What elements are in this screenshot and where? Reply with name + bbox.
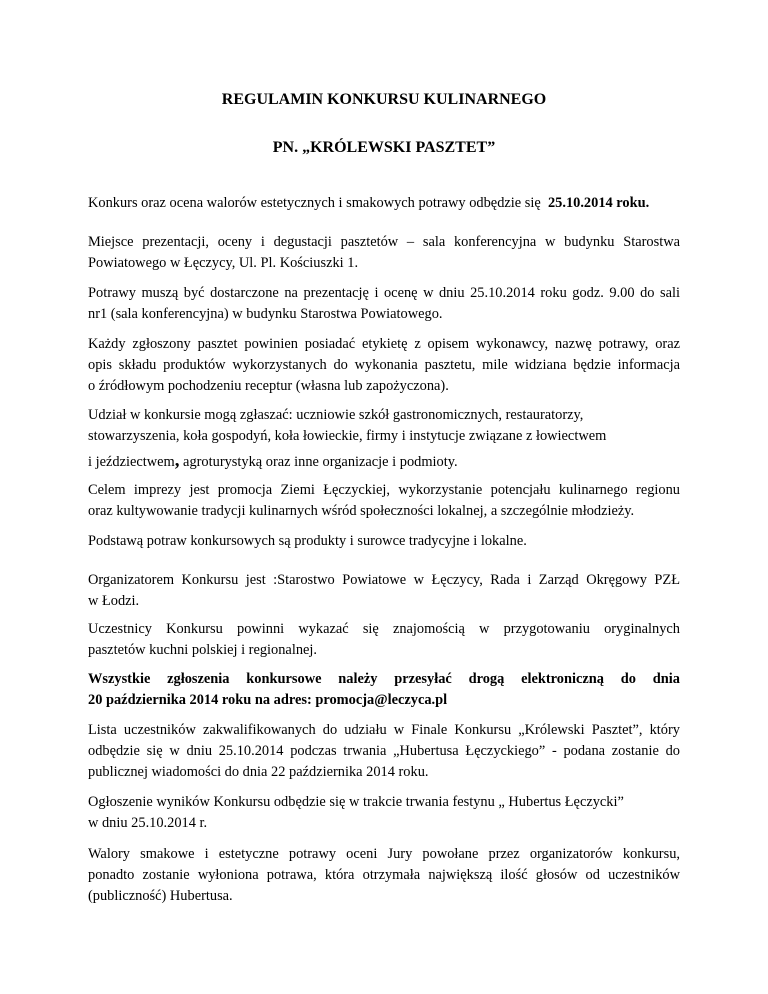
paragraph-line-comma: ,: [174, 450, 180, 471]
paragraph-line: Walory smakowe i estetyczne potrawy oceni Jury powołane przez organizatorów konkursu,: [88, 846, 680, 862]
paragraph-label-requirements: [88, 334, 680, 397]
contest-date: 25.10.2014 roku.: [547, 195, 650, 211]
paragraph-line: w dniu 25.10.2014 r.: [88, 815, 208, 831]
paragraph-organizer: [88, 570, 680, 612]
document-subtitle: PN. „KRÓLEWSKI PASZTET”: [272, 139, 496, 156]
paragraph-line: Organizatorem Konkursu jest :Starostwo Powiatowe w Łęczycy, Rada i Zarząd Okręgowy PZŁ: [88, 572, 680, 588]
paragraph-submission: [88, 669, 680, 711]
paragraph-line: Lista uczestników zakwalifikowanych do udziału w Finale Konkursu „Królewski Pasztet”, który: [88, 722, 680, 738]
paragraph-delivery: [88, 283, 680, 325]
paragraph-line: opis składu produktów wykorzystanych do wykonania pasztetu, mile widziana będzie informacja: [88, 357, 680, 373]
paragraph-line: Podstawą potraw konkursowych są produkty i surowce tradycyjne i lokalne.: [88, 533, 527, 549]
paragraph-date-text: Konkurs oraz ocena walorów estetycznych i smakowych potrawy odbędzie się: [88, 195, 541, 211]
paragraph-line: Ogłoszenie wyników Konkursu odbędzie się w trakcie trwania festynu „ Hubertus Łęczycki”: [88, 794, 624, 810]
paragraph-line: odbędzie się w dniu 25.10.2014 podczas trwania „Hubertusa Łęczyckiego” - podana zostanie do: [88, 743, 680, 759]
paragraph-line: Potrawy muszą być dostarczone na prezentację i ocenę w dniu 25.10.2014 roku godz. 9.00 do sali: [88, 285, 680, 301]
paragraph-line: Każdy zgłoszony pasztet powinien posiadać etykietę z opisem wykonawcy, nazwę potrawy, oraz: [88, 336, 680, 352]
paragraph-date: [88, 193, 680, 214]
paragraph-location: [88, 232, 680, 274]
paragraph-jury: [88, 844, 680, 907]
paragraph-line: (publiczność) Hubertusa.: [88, 888, 233, 904]
paragraph-line: Celem imprezy jest promocja Ziemi Łęczyckiej, wykorzystanie potencjału kulinarnego regionu: [88, 482, 680, 498]
paragraph-line: Udział w konkursie mogą zgłaszać: uczniowie szkół gastronomicznych, restauratorzy,: [88, 407, 584, 423]
paragraph-goal: [88, 480, 680, 522]
paragraph-line-part: i jeździectwem: [88, 454, 175, 470]
paragraph-line: nr1 (sala konferencyjna) w budynku Starostwa Powiatowego.: [88, 306, 443, 322]
submission-deadline-email: 20 października 2014 roku na adres: promocja@leczyca.pl: [88, 692, 448, 708]
paragraph-line: publicznej wiadomości do dnia 22 października 2014 roku.: [88, 764, 429, 780]
paragraph-results: [88, 792, 680, 834]
paragraph-participants: [88, 405, 680, 473]
paragraph-line: o źródłowym pochodzeniu receptur (własna lub zapożyczona).: [88, 378, 449, 394]
paragraph-line: Uczestnicy Konkursu powinni wykazać się znajomością w przygotowaniu oryginalnych: [88, 621, 680, 637]
paragraph-skills: [88, 619, 680, 661]
document-title: REGULAMIN KONKURSU KULINARNEGO: [221, 91, 547, 108]
paragraph-line: pasztetów kuchni polskiej i regionalnej.: [88, 642, 317, 658]
paragraph-line: Wszystkie zgłoszenia konkursowe należy przesyłać drogą elektroniczną do dnia: [88, 671, 680, 687]
paragraph-line: Powiatowego w Łęczycy, Ul. Pl. Kościuszki 1.: [88, 255, 359, 271]
paragraph-line: Miejsce prezentacji, oceny i degustacji pasztetów – sala konferencyjna w budynku Starostwa: [88, 234, 680, 250]
paragraph-line: stowarzyszenia, koła gospodyń, koła łowieckie, firmy i instytucje związane z łowiectwem: [88, 428, 607, 444]
paragraph-line: w Łodzi.: [88, 593, 140, 609]
paragraph-line: oraz kultywowanie tradycji kulinarnych wśród społeczności lokalnej, a szczególnie młodzieży.: [88, 503, 635, 519]
paragraph-line: ponadto zostanie wyłoniona potrawa, która otrzymała największą ilość głosów od uczestników: [88, 867, 680, 883]
paragraph-products: [88, 531, 680, 552]
paragraph-finalists: [88, 720, 680, 783]
paragraph-line-part: agroturystyką oraz inne organizacje i podmioty.: [179, 454, 458, 470]
